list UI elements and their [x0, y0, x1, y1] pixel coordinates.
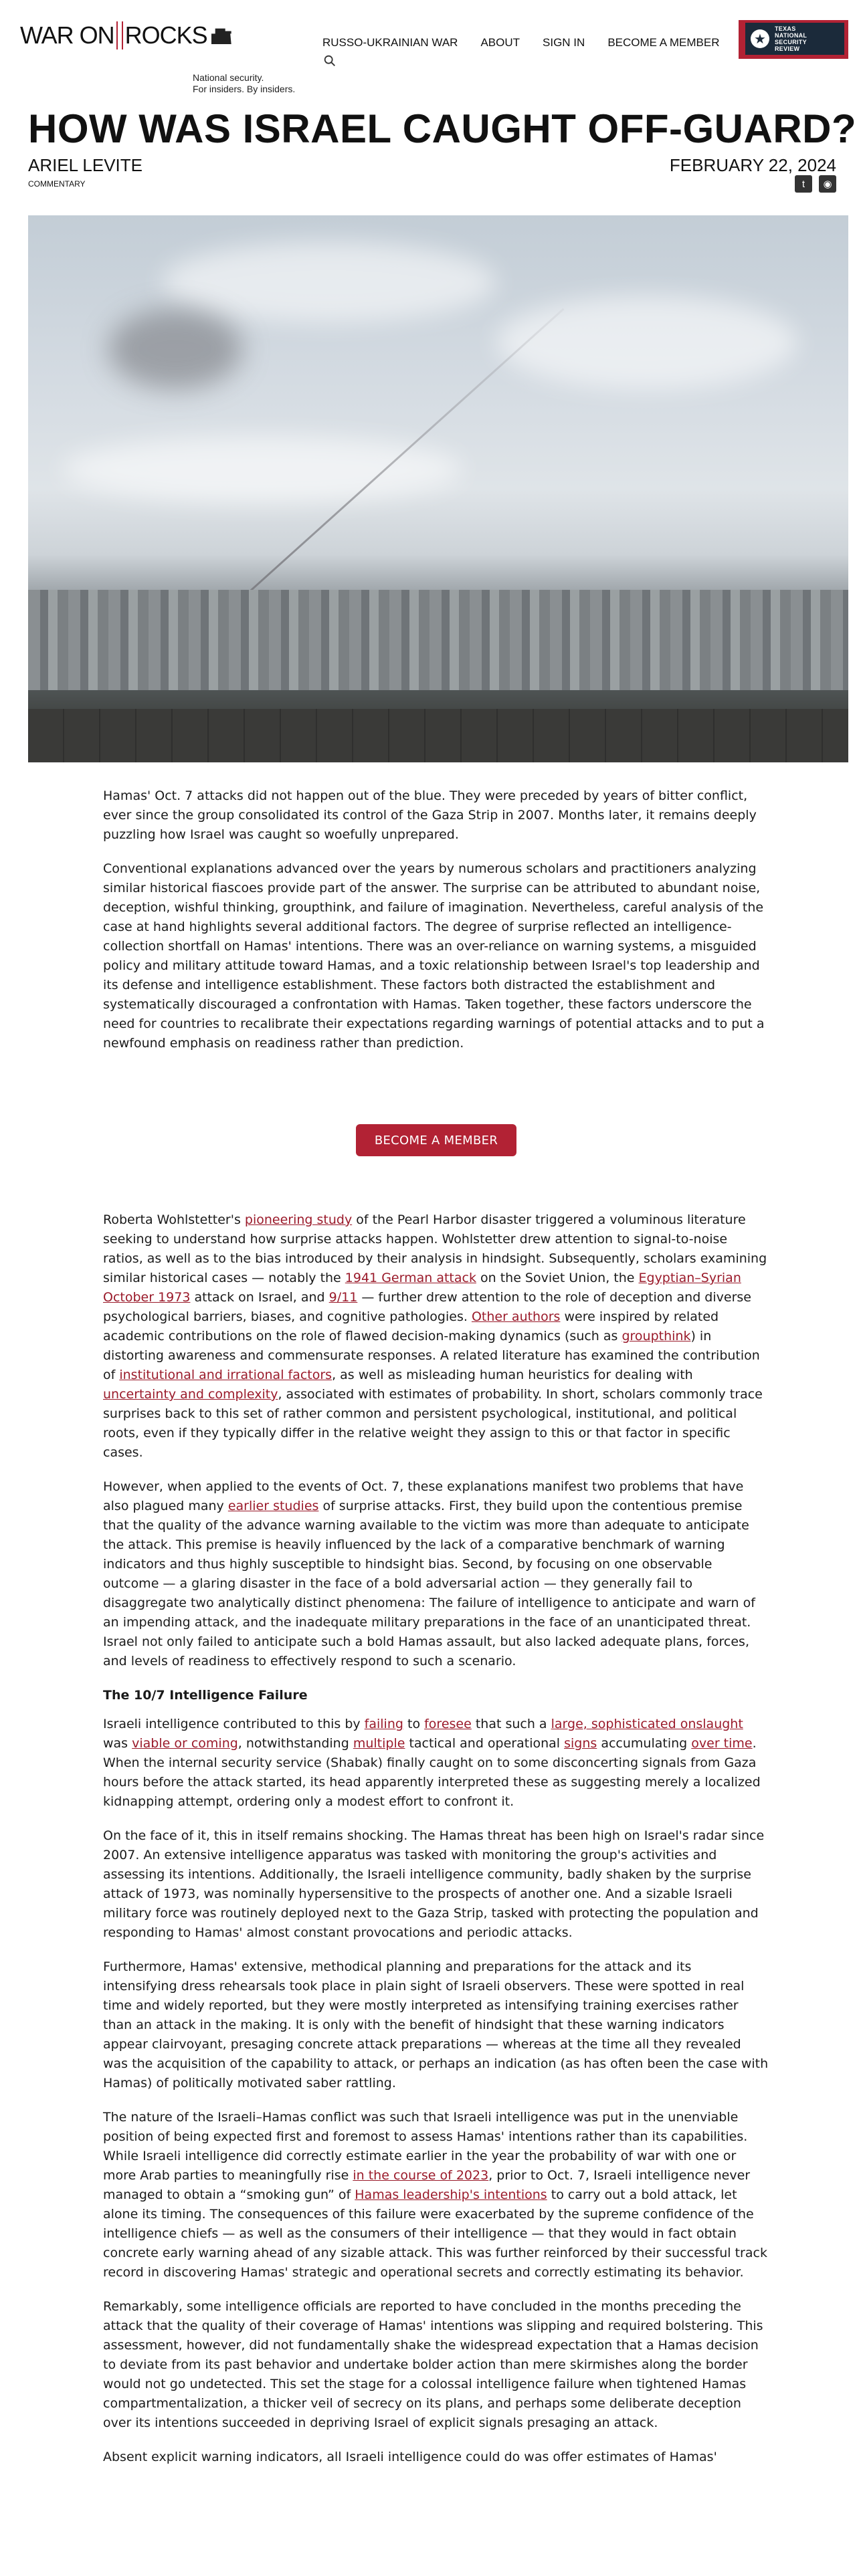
nav-about[interactable]: ABOUT: [480, 36, 520, 49]
share-icons: [795, 175, 836, 193]
tagline-line: National security.: [193, 72, 264, 83]
nav-sign-in[interactable]: SIGN IN: [543, 36, 585, 49]
article-author[interactable]: ARIEL LEVITE: [28, 155, 142, 175]
link-other-authors[interactable]: Other authors: [471, 1309, 561, 1324]
logo-divider: [116, 21, 118, 49]
paragraph: Absent explicit warning indicators, all Israeli intelligence could do was offer estimates of Hamas': [103, 2450, 717, 2464]
site-header: [0, 0, 859, 100]
tagline-line: For insiders. By insiders.: [193, 84, 296, 94]
hero-image: [28, 215, 848, 762]
paragraph: Remarkably, some intelligence officials are reported to have concluded in the months preceding the attack that the quality of their coverage of Hamas' intentions was slipping and required bolstering. This assessment, however, did not fundamentally shake the widespread expectation that a Hamas decision to deviate from its past behavior and undertake bolder action than mere skirmishes along the border would not go undetected. This set the stage for a colossal intelligence failure when tightened Hamas compartmentalization, a thicker veil of secrecy on its plans, and perhaps some deliberate deception over its intentions succeeded in depriving Israel of explicit signals presaging an attack.: [103, 2299, 763, 2430]
article-intro: [103, 786, 769, 1068]
link-signs[interactable]: signs: [564, 1736, 597, 1751]
link-failing[interactable]: failing: [364, 1717, 403, 1731]
link-institutional-factors[interactable]: institutional and irrational factors: [119, 1368, 332, 1382]
site-tagline: [193, 72, 295, 95]
link-earlier-studies[interactable]: earlier studies: [227, 1499, 319, 1513]
link-viable-or-coming[interactable]: viable or coming: [132, 1736, 238, 1751]
link-1941-german-attack[interactable]: 1941 German attack: [345, 1271, 476, 1285]
border-wall: [28, 709, 848, 762]
link-foresee[interactable]: foresee: [424, 1717, 472, 1731]
link-october-1973[interactable]: Egyptian–Syrian October 1973: [103, 1271, 741, 1305]
paragraph: Israeli intelligence contributed to this by failing to foresee that such a large, sophisticated onslaught was viable or coming, notwithstanding multiple tactical and operational signs accumulating over time. When the internal security service (Shabak) finally caught on to some disconcerting signals from Gaza hours before the attack started, its head apparently interpreted these as suggesting merely a localized kidnapping attempt, ordering only a modest effort to confront it.: [103, 1717, 761, 1809]
star-icon: ★: [751, 29, 769, 48]
logo-text-war-on: WAR ON: [20, 21, 114, 49]
article-body: [103, 1210, 769, 2482]
paragraph: Conventional explanations advanced over the years by numerous scholars and practitioners analyzing similar historical fiascoes provide part of the answer. The surprise can be attributed to abundant noise, deception, wishful thinking, groupthink, and failure of imagination. Nevertheless, careful analysis of the case at hand highlights several additional factors. The degree of surprise reflected an intelligence-collection shortfall on Hamas' intentions. There was an over-reliance on warning systems, a misguided policy and military attitude toward Hamas, and a toxic relationship between Israel's top leadership and its defense and intelligence establishment. These factors both distracted the establishment and systematically discouraged a confrontation with Hamas. Taken together, these factors underscore the need for countries to recalibrate their expectations regarding warnings of potential attacks and to put a newfound emphasis on readiness rather than prediction.: [103, 861, 765, 1051]
cityscape: [28, 590, 848, 690]
search-icon[interactable]: [322, 53, 337, 68]
paragraph: The nature of the Israeli–Hamas conflict was such that Israeli intelligence was put in the unenviable position of being expected first and foremost to assess Hamas' intentions rather than its capabilities. While Israeli intelligence did correctly estimate earlier in the year the probability of war with one or more Arab parties to meaningfully rise in the course of 2023, prior to Oct. 7, Israeli intelligence never managed to obtain a “smoking gun” of Hamas leadership's intentions to carry out a bold attack, let alone its timing. The consequences of this failure were exacerbated by the supreme confidence of the intelligence chiefs — as well as the consumers of their intelligence — that they would in fact obtain concrete early warning ahead of any sizable attack. This was further reinforced by their successful track record in discovering Hamas' strategic and operational secrets and correctly estimating its behavior.: [103, 2110, 767, 2280]
main-nav: [322, 36, 720, 49]
link-multiple[interactable]: multiple: [353, 1736, 405, 1751]
paragraph: On the face of it, this in itself remains shocking. The Hamas threat has been high on Israel's radar since 2007. An extensive intelligence apparatus was tasked with monitoring the group's activities and assessing its intentions. Additionally, the Israeli intelligence community, badly shaken by the surprise attack of 1973, was nominally hypersensitive to the prospects of another one. And a sizable Israeli military force was routinely deployed next to the Gaza Strip, tasked with protecting the population and responding to Hamas' almost constant provocations and periodic attacks.: [103, 1828, 765, 1940]
paragraph: Furthermore, Hamas' extensive, methodical planning and preparations for the attack and its intensifying dress rehearsals took place in plain sight of Israeli observers. These were spotted in real time and widely reported, but they were mostly interpreted as intensifying training exercises rather than an attack in the making. It is only with the benefit of hindsight that these warning indicators appear clairvoyant, presaging concrete attack preparations — whereas at the time all they revealed was the acquisition of the capability to attack, or perhaps an indication (as has often been the case with Hamas) of politically motivated saber rattling.: [103, 1959, 769, 2090]
link-pioneering-study[interactable]: pioneering study: [244, 1212, 353, 1227]
nav-become-member[interactable]: BECOME A MEMBER: [607, 36, 720, 49]
link-course-of-2023[interactable]: in the course of 2023: [353, 2168, 489, 2183]
link-9-11[interactable]: 9/11: [328, 1290, 358, 1305]
article-category[interactable]: COMMENTARY: [28, 179, 86, 189]
tnsr-partner-badge[interactable]: [739, 20, 848, 59]
paragraph: Roberta Wohlstetter's pioneering study of the Pearl Harbor disaster triggered a voluminous literature seeking to understand how surprise attacks happen. Wohlstetter drew attention to signal-to-noise ratios, as well as to the bias introduced by their analysis in hindsight. Subsequently, scholars examining similar historical cases — notably the 1941 German attack on the Soviet Union, the Egyptian–Syrian October 1973 attack on Israel, and 9/11 — further drew attention to the role of deception and diverse psychological barriers, biases, and cognitive pathologies. Other authors were inspired by related academic contributions on the role of flawed decision-making dynamics (such as groupthink) in distorting awareness and commensurate responses. A related literature has examined the contribution of institutional and irrational factors, as well as misleading human heuristics for dealing with uncertainty and complexity, associated with estimates of probability. In short, scholars commonly trace surprises back to this set of rather common and persistent psychological, institutional, and political roots, even if they typically differ in the relative weight they assign to this or that factor in specific cases.: [103, 1212, 767, 1460]
paragraph: However, when applied to the events of Oct. 7, these explanations manifest two problems that have also plagued many earlier studies of surprise attacks. First, they build upon the contentious premise that the quality of the advance warning available to the victim was more than adequate to anticipate the attack. This premise is heavily influenced by the lack of a comparative benchmark of warning indicators and thus highly susceptible to hindsight bias. Second, by focusing on one observable outcome — a glaring disaster in the face of a bold adversarial action — they generally fail to disaggregate two analytically distinct phenomena: The failure of intelligence to anticipate and warn of an impending attack, and the inadequate military preparations in the face of an unanticipated threat. Israel not only failed to anticipate such a bold Hamas assault, but also lacked adequate plans, forces, and levels of readiness to effectively respond to such a scenario.: [103, 1479, 755, 1669]
partner-badge-text: TEXAS NATIONAL SECURITY REVIEW: [775, 25, 807, 52]
section-heading: The 10/7 Intelligence Failure: [103, 1688, 308, 1703]
link-large-onslaught[interactable]: large, sophisticated onslaught: [551, 1717, 743, 1731]
link-uncertainty-complexity[interactable]: uncertainty and complexity: [103, 1387, 278, 1402]
logo-text-rocks: ROCKS: [124, 21, 207, 49]
twitter-icon[interactable]: t: [795, 175, 812, 193]
article-date: FEBRUARY 22, 2024: [669, 155, 836, 175]
nav-russo-ukrainian-war[interactable]: RUSSO-UKRAINIAN WAR: [322, 36, 458, 49]
paragraph: Hamas' Oct. 7 attacks did not happen out of the blue. They were preceded by years of bitter conflict, ever since the group consolidated its control of the Gaza Strip in 2007. Months later, it remains deeply puzzling how Israel was caught so woefully unprepared.: [103, 788, 757, 842]
link-groupthink[interactable]: groupthink: [622, 1329, 691, 1344]
become-member-button[interactable]: BECOME A MEMBER: [356, 1124, 516, 1156]
logo-divider: [122, 21, 123, 49]
tank-icon: [211, 27, 231, 44]
rss-icon[interactable]: ◉: [819, 175, 836, 193]
link-hamas-intentions[interactable]: Hamas leadership's intentions: [355, 2187, 547, 2202]
site-logo[interactable]: [20, 21, 231, 49]
link-over-time[interactable]: over time: [691, 1736, 753, 1751]
article-title: HOW WAS ISRAEL CAUGHT OFF-GUARD?: [28, 106, 857, 151]
